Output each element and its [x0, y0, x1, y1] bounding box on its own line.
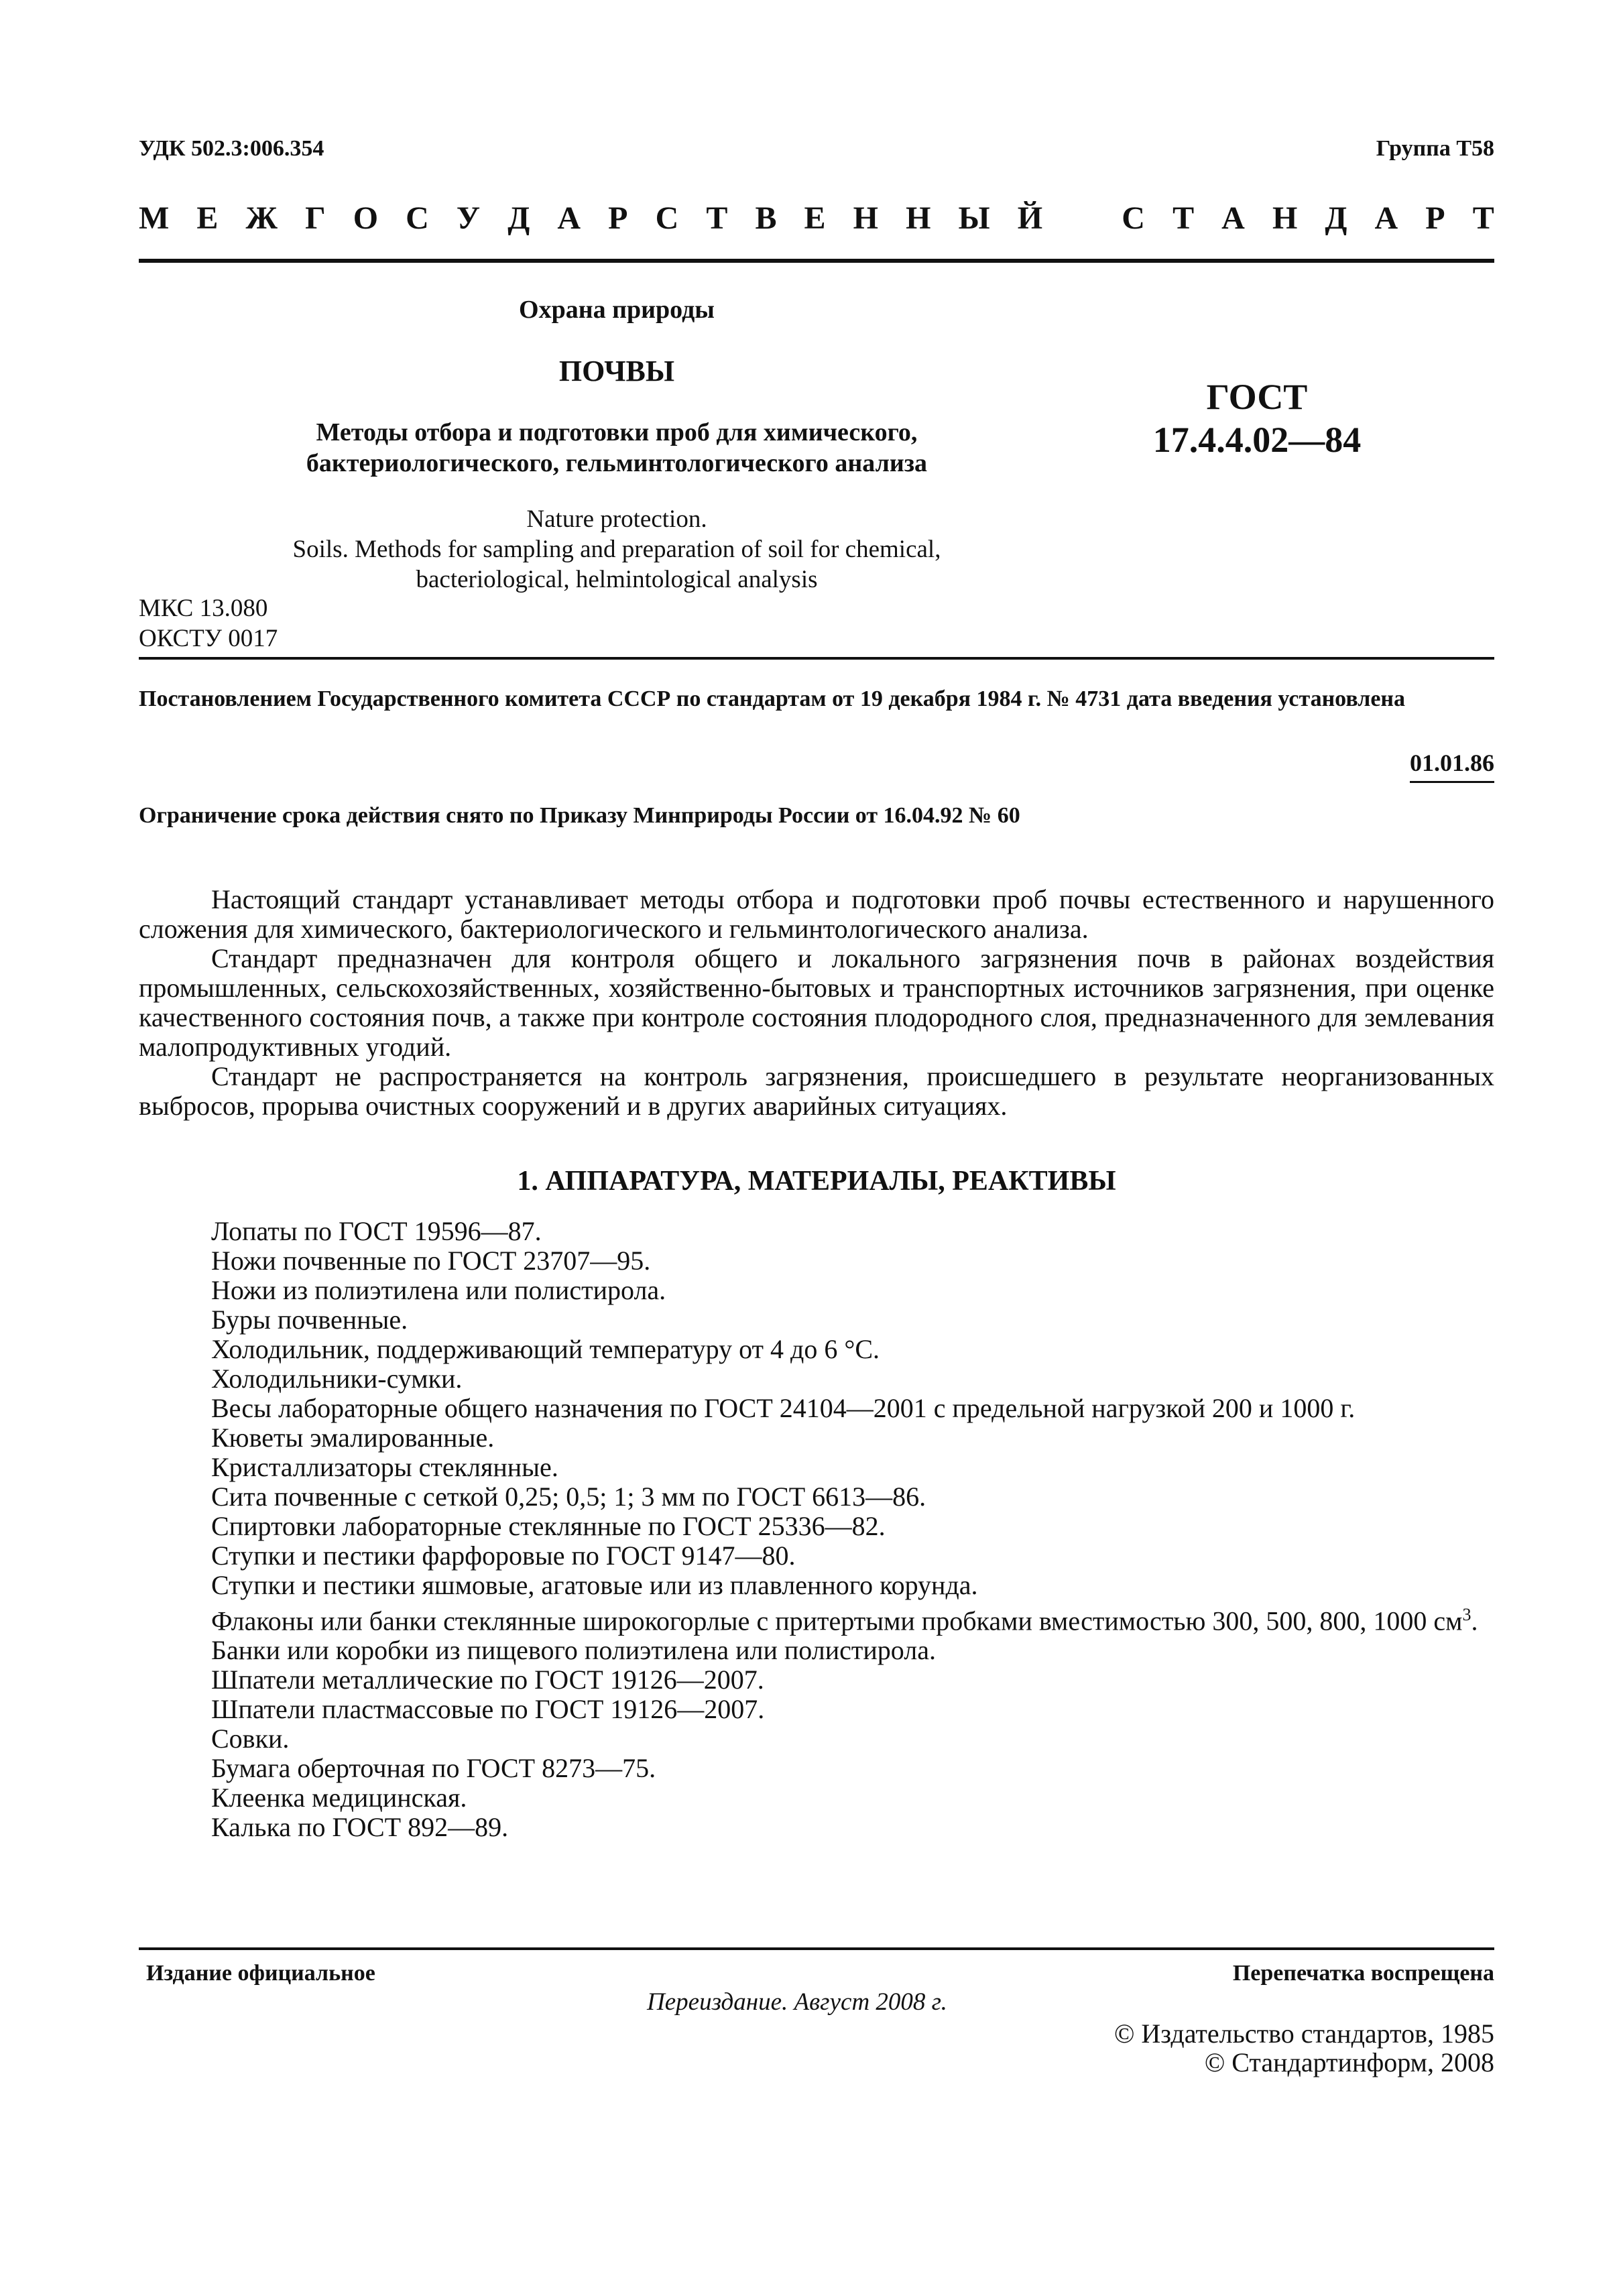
list-item: Шпатели металлические по ГОСТ 19126—2007. [211, 1665, 764, 1695]
list-item: Ступки и пестики фарфоровые по ГОСТ 9147—80. [211, 1540, 796, 1571]
flask-superscript: 3 [1462, 1605, 1471, 1624]
okstu-code: ОКСТУ 0017 [139, 625, 278, 652]
official-edition: Издание официальное [146, 1961, 375, 1986]
list-item: Кристаллизаторы стеклянные. [211, 1452, 558, 1482]
title-rule [139, 657, 1494, 660]
title-methods-line1: Методы отбора и подготовки проб для химического, [316, 418, 918, 446]
intro-text [139, 885, 1494, 1121]
list-item: Лопаты по ГОСТ 19596—87. [211, 1216, 542, 1246]
copyright-1985: © Издательство стандартов, 1985 [1114, 2018, 1494, 2049]
gost-number: 17.4.4.02—84 [1152, 420, 1362, 460]
section-1-title: 1. АППАРАТУРА, МАТЕРИАЛЫ, РЕАКТИВЫ [517, 1166, 1116, 1197]
list-item: Весы лабораторные общего назначения по ГОСТ 24104—2001 с предельной нагрузкой 200 и 1000 г. [211, 1393, 1356, 1423]
intro-paragraph-1: Настоящий стандарт устанавливает методы отбора и подготовки проб почвы естественного и нарушенного сложения для химического, бактериологического и гельминтологического анализа. [139, 884, 1494, 944]
list-item: Спиртовки лабораторные стеклянные по ГОСТ 25336—82. [211, 1511, 886, 1541]
intro-paragraph-2: Стандарт предназначен для контроля общего и локального загрязнения почв в районах воздействия промышленных, сельскохозяйственных, хозяйственно-бытовых и транспортных источников загрязнения, при оценке качественного состояния почв, а также при контроле состояния плодородного слоя, предназначенного для землевания малопродуктивных угодий. [139, 943, 1494, 1062]
english-title [139, 504, 1095, 595]
list-item: Холодильник, поддерживающий температуру от 4 до 6 °С. [211, 1334, 880, 1364]
title-methods-line2: бактериологического, гельминтологического анализа [306, 449, 928, 477]
list-item: Клеенка медицинская. [211, 1783, 467, 1813]
reissue-note: Переиздание. Август 2008 г. [647, 1988, 947, 2016]
copyright-2008: © Стандартинформ, 2008 [1204, 2047, 1494, 2077]
introduction-date: 01.01.86 [1410, 749, 1494, 783]
flask-text: Флаконы или банки стеклянные широкогорлые с притертыми пробками вместимостью 300, 500, 800, 1000 см [211, 1606, 1463, 1636]
equipment-list [139, 1217, 1494, 1842]
list-item: Банки или коробки из пищевого полиэтилена или полистирола. [211, 1635, 936, 1666]
english-title-line1: Nature protection. [526, 505, 707, 533]
title-soils: ПОЧВЫ [558, 355, 675, 387]
interstate-standard-heading: М Е Ж Г О С У Д А Р С Т В Е Н Н Ы Й С Т А Н Д А Р Т [139, 200, 1494, 236]
list-item: Кюветы эмалированные. [211, 1423, 495, 1453]
reprint-prohibited: Перепечатка воспрещена [1232, 1961, 1494, 1986]
classification-codes [139, 593, 278, 654]
english-title-line3: bacteriological, helmintological analysis [416, 566, 818, 593]
title-methods [139, 417, 1095, 479]
list-item-flasks [139, 1600, 1494, 1636]
english-title-line2: Soils. Methods for sampling and preparation of soil for chemical, [292, 536, 941, 563]
list-item: Бумага оберточная по ГОСТ 8273—75. [211, 1753, 656, 1784]
limitation-note: Ограничение срока действия снято по Приказу Минприроды России от 16.04.92 № 60 [139, 803, 1020, 828]
list-item: Калька по ГОСТ 892—89. [211, 1812, 509, 1843]
list-item: Ножи почвенные по ГОСТ 23707—95. [211, 1246, 651, 1276]
list-item: Ножи из полиэтилена или полистирола. [211, 1275, 666, 1305]
list-item: Шпатели пластмассовые по ГОСТ 19126—2007. [211, 1694, 765, 1725]
mks-code: МКС 13.080 [139, 595, 268, 622]
footer-rule [139, 1947, 1494, 1950]
group-code: Группа Т58 [1376, 136, 1494, 161]
list-item: Ступки и пестики яшмовые, агатовые или из плавленного корунда. [211, 1570, 978, 1600]
header-rule-thick [139, 259, 1494, 263]
gost-designation [1113, 375, 1401, 461]
decree-text: Постановлением Государственного комитета СССР по стандартам от 19 декабря 1984 г. № 4731 дата введения установлена [139, 686, 1406, 711]
list-item: Холодильники-сумки. [211, 1364, 463, 1394]
gost-label: ГОСТ [1206, 377, 1308, 417]
list-item: Совки. [211, 1724, 290, 1754]
list-item: Буры почвенные. [211, 1305, 408, 1335]
list-item: Сита почвенные с сеткой 0,25; 0,5; 1; 3 мм по ГОСТ 6613—86. [211, 1482, 926, 1512]
title-nature-protection: Охрана природы [519, 296, 715, 324]
udc-code: УДК 502.3:006.354 [139, 136, 324, 161]
intro-paragraph-3: Стандарт не распространяется на контроль загрязнения, происшедшего в результате неорганизованных выбросов, прорыва очистных сооружений и в других аварийных ситуациях. [139, 1061, 1494, 1121]
flask-end: . [1471, 1606, 1478, 1636]
